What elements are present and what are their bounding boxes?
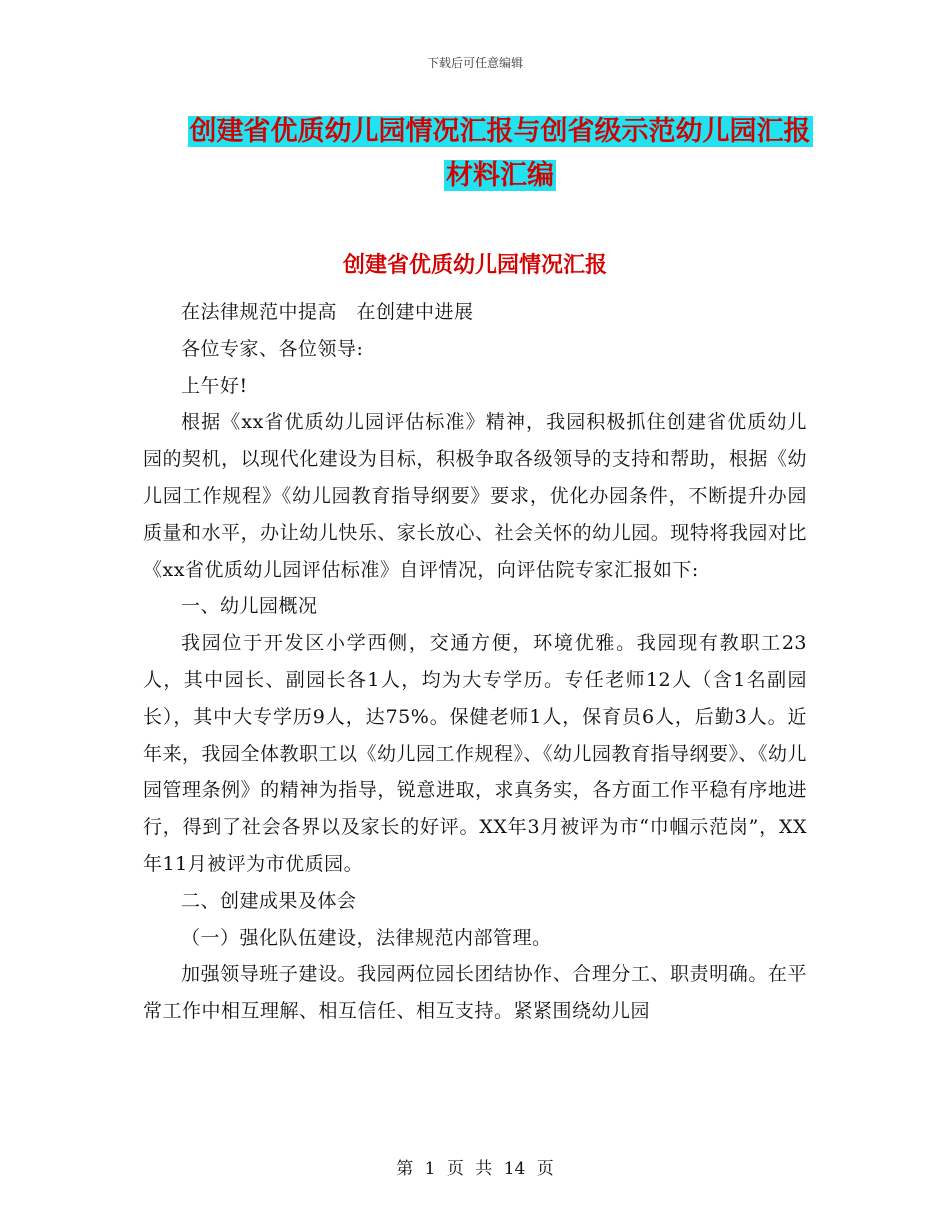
paragraph-overview: 我园位于开发区小学西侧，交通方便，环境优雅。我园现有教职工23人，其中园长、副园长各1人，均为大专学历。专任老师12人（含1名副园长），其中大专学历9人，达75%。保健老师1人，保育员6人，后勤3人。近年来，我园全体教职工以《幼儿园工作规程》、《幼儿园教育指导纲要》、《幼儿园管理条例》的精神为指导，锐意进取，求真务实，各方面工作平稳有序地进行，得到了社会各界以及家长的好评。XX年3月被评为市“巾帼示范岗”，XX年11月被评为市优质园。	[143, 632, 808, 875]
paragraph-salutation: 各位专家、各位领导:	[181, 337, 364, 360]
paragraph-greeting: 上午好!	[181, 374, 248, 397]
paragraph-leadership: 加强领导班子建设。我园两位园长团结协作、合理分工、职责明确。在平常工作中相互理解、相互信任、相互支持。紧紧围绕幼儿园	[143, 963, 807, 1023]
section-title: 创建省优质幼儿园情况汇报	[342, 253, 607, 278]
document-title-line-2: 材料汇编	[446, 160, 554, 191]
document-body	[143, 294, 807, 1030]
heading-achievements: 二、创建成果及体会	[181, 889, 357, 912]
subheading-team-building: （一）强化队伍建设，法律规范内部管理。	[181, 926, 552, 949]
heading-overview: 一、幼儿园概况	[181, 595, 318, 618]
document-title-line-1: 创建省优质幼儿园情况汇报与创省级示范幼儿园汇报	[189, 116, 811, 147]
page-footer: 第 1 页 共 14 页	[396, 1159, 554, 1179]
paragraph-slogan: 在法律规范中提高 在创建中进展	[181, 301, 474, 323]
document-title	[120, 110, 880, 198]
paragraph-intro: 根据《xx省优质幼儿园评估标准》精神，我园积极抓住创建省优质幼儿园的契机，以现代化建设为目标，积极争取各级领导的支持和帮助，根据《幼儿园工作规程》《幼儿园教育指导纲要》要求，优化办园条件，不断提升办园质量和水平，办让幼儿快乐、家长放心、社会关怀的幼儿园。现特将我园对比《xx省优质幼儿园评估标准》自评情况，向评估院专家汇报如下:	[143, 411, 807, 581]
header-note: 下载后可任意编辑	[426, 56, 523, 70]
